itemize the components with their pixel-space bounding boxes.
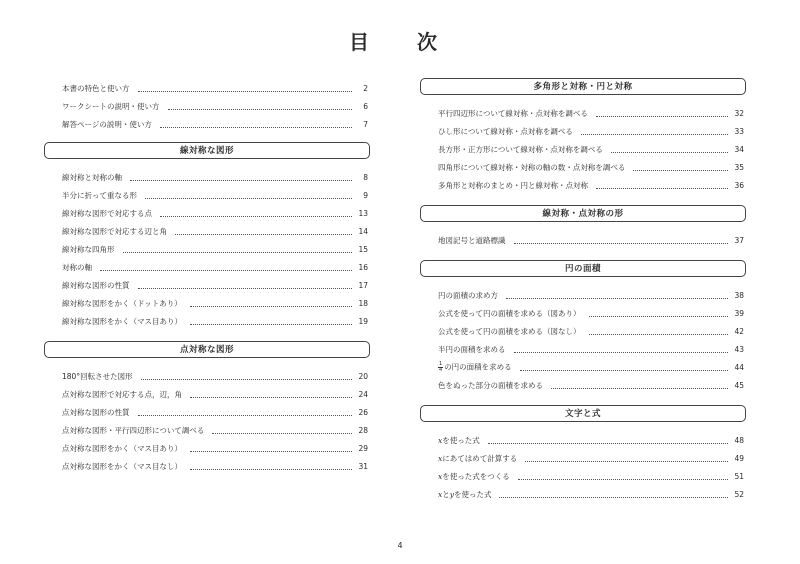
entry-page: 2: [363, 84, 368, 93]
entry-label-text: の円の面積を求める: [444, 362, 512, 372]
entry-label: 色をぬった部分の面積を求める: [438, 381, 543, 390]
entry-label: ひし形について線対称・点対称を調べる: [438, 127, 573, 136]
leader-dots: [190, 305, 352, 307]
intro-list: [44, 76, 370, 130]
entry-label: 長方形・正方形について線対称・点対称を調べる: [438, 145, 603, 154]
entry-label: 対称の軸: [62, 263, 92, 272]
leader-dots: [160, 126, 352, 128]
toc-entry[interactable]: [420, 173, 746, 191]
entry-page: 51: [734, 472, 744, 481]
entry-page: 34: [734, 145, 744, 154]
leader-dots: [499, 496, 728, 498]
toc-entry[interactable]: [44, 165, 370, 183]
section-header: 点対称な図形: [44, 341, 370, 358]
leader-dots: [141, 378, 352, 380]
leader-dots: [168, 108, 353, 110]
fraction-denominator: 4: [439, 367, 443, 373]
leader-dots: [138, 90, 353, 92]
footer-page-number: 4: [397, 541, 403, 550]
entry-label: 公式を使って円の面積を求める（図なし）: [438, 327, 581, 336]
section-header: 多角形と対称・円と対称: [420, 78, 746, 95]
leader-dots: [160, 215, 352, 217]
leader-dots: [100, 269, 352, 271]
toc-entry[interactable]: [44, 76, 370, 94]
leader-dots: [611, 151, 728, 153]
leader-dots: [589, 333, 729, 335]
entry-label: 点対称な図形の性質: [62, 408, 130, 417]
entry-label: ワークシートの説明・使い方: [62, 102, 160, 111]
entry-label-text: を使った式をつくる: [442, 472, 510, 481]
leader-dots: [581, 133, 728, 135]
entry-label: 線対称な図形をかく（マス目あり）: [62, 317, 182, 326]
entry-label: 線対称と対称の軸: [62, 173, 122, 182]
entry-label: 四角形について線対称・対称の軸の数・点対称を調べる: [438, 163, 626, 172]
entry-label-connector: と: [442, 490, 450, 499]
toc-entry[interactable]: [420, 464, 746, 482]
toc-entry[interactable]: [44, 112, 370, 130]
entry-label: [438, 472, 510, 482]
leader-dots: [551, 387, 728, 389]
leader-dots: [520, 369, 728, 371]
entry-page: 20: [358, 372, 368, 381]
toc-entry[interactable]: [44, 201, 370, 219]
toc-entry[interactable]: [44, 237, 370, 255]
entry-label: 点対称な図形・平行四辺形について調べる: [62, 426, 205, 435]
leader-dots: [190, 323, 352, 325]
entry-page: 18: [358, 299, 368, 308]
variable-x: x: [438, 436, 443, 445]
leader-dots: [175, 233, 352, 235]
toc-entry[interactable]: [44, 94, 370, 112]
leader-dots: [525, 460, 728, 462]
entry-label: 本書の特色と使い方: [62, 84, 130, 93]
entry-page: 38: [734, 291, 744, 300]
entry-label: 円の面積の求め方: [438, 291, 498, 300]
entry-page: 14: [358, 227, 368, 236]
entry-label: 半分に折って重なる形: [62, 191, 137, 200]
entry-page: 24: [358, 390, 368, 399]
toc-entry[interactable]: [420, 428, 746, 446]
leader-dots: [145, 197, 352, 199]
entry-label: 点対称な図形で対応する点，辺，角: [62, 390, 182, 399]
section-header: 円の面積: [420, 260, 746, 277]
toc-entry[interactable]: [420, 446, 746, 464]
page-title: 目 次: [349, 30, 451, 54]
variable-x: x: [438, 454, 443, 463]
entry-page: 8: [363, 173, 368, 182]
entry-page: 16: [358, 263, 368, 272]
toc-entry[interactable]: [420, 373, 746, 391]
toc-entry[interactable]: [420, 137, 746, 155]
leader-dots: [190, 450, 352, 452]
entry-label: 平行四辺形について線対称・点対称を調べる: [438, 109, 588, 118]
entry-label-text: を使った式: [442, 436, 480, 445]
entry-page: 35: [734, 163, 744, 172]
toc-entry[interactable]: [420, 482, 746, 500]
entry-page: 52: [734, 490, 744, 499]
toc-entry[interactable]: [420, 319, 746, 337]
entry-page: 37: [734, 236, 744, 245]
entry-page: 29: [358, 444, 368, 453]
leader-dots: [123, 251, 353, 253]
section-header: 線対称な図形: [44, 142, 370, 159]
entry-page: 7: [363, 120, 368, 129]
leader-dots: [506, 297, 728, 299]
leader-dots: [212, 432, 352, 434]
toc-entry[interactable]: [420, 301, 746, 319]
fraction: [438, 362, 443, 373]
leader-dots: [514, 242, 729, 244]
toc-entry[interactable]: [420, 119, 746, 137]
leader-dots: [514, 351, 729, 353]
section-circle-area: [420, 260, 746, 391]
entry-label: [438, 362, 512, 373]
entry-page: 13: [358, 209, 368, 218]
entry-label: 地図記号と道路標識: [438, 236, 506, 245]
entry-label: 線対称な図形の性質: [62, 281, 130, 290]
section-point-symmetry: [44, 341, 370, 472]
entry-page: 15: [358, 245, 368, 254]
entry-page: 49: [734, 454, 744, 463]
entry-label: 線対称な図形で対応する辺と角: [62, 227, 167, 236]
entry-page: 9: [363, 191, 368, 200]
toc-entry[interactable]: [44, 255, 370, 273]
leader-dots: [488, 442, 728, 444]
toc-entry[interactable]: [44, 364, 370, 382]
toc-entry[interactable]: [44, 454, 370, 472]
variable-y: y: [449, 490, 454, 499]
toc-entry[interactable]: [420, 228, 746, 246]
entry-label: 半円の面積を求める: [438, 345, 506, 354]
entry-label: 180°回転させた図形: [62, 372, 133, 381]
leader-dots: [190, 396, 352, 398]
leader-dots: [138, 414, 353, 416]
leader-dots: [138, 287, 353, 289]
leader-dots: [190, 468, 352, 470]
entry-label: 多角形と対称のまとめ・円と線対称・点対称: [438, 181, 588, 190]
section-letters-expressions: [420, 405, 746, 500]
entry-label: 線対称な四角形: [62, 245, 115, 254]
entry-label: 線対称な図形で対応する点: [62, 209, 152, 218]
entry-page: 6: [363, 102, 368, 111]
right-column: [420, 78, 746, 500]
toc-entry[interactable]: [44, 400, 370, 418]
fraction-numerator: 1: [439, 361, 443, 367]
entry-page: 39: [734, 309, 744, 318]
entry-page: 28: [358, 426, 368, 435]
entry-label-text: を使った式: [453, 490, 492, 499]
variable-x: x: [438, 490, 443, 499]
entry-label: 公式を使って円の面積を求める（図あり）: [438, 309, 581, 318]
entry-page: 42: [734, 327, 744, 336]
toc-entry[interactable]: [44, 291, 370, 309]
toc-entry[interactable]: [44, 273, 370, 291]
entry-label: [438, 454, 517, 464]
entry-label: [438, 436, 480, 446]
leader-dots: [518, 478, 728, 480]
entry-page: 36: [734, 181, 744, 190]
toc-entry[interactable]: [44, 219, 370, 237]
variable-x: x: [438, 472, 443, 481]
entry-page: 19: [358, 317, 368, 326]
entry-label-text: にあてはめて計算する: [442, 454, 518, 463]
entry-label: 解答ページの説明・使い方: [62, 120, 152, 129]
toc-entry[interactable]: [44, 436, 370, 454]
toc-entry[interactable]: [420, 355, 746, 373]
entry-label: 線対称な図形をかく（ドットあり）: [62, 299, 182, 308]
entry-page: 26: [358, 408, 368, 417]
toc-entry[interactable]: [44, 418, 370, 436]
entry-label: [438, 490, 491, 500]
toc-entry[interactable]: [420, 337, 746, 355]
section-symmetric-shapes: [420, 205, 746, 246]
leader-dots: [633, 169, 728, 171]
toc-entry[interactable]: [420, 101, 746, 119]
section-line-symmetry: [44, 142, 370, 327]
toc-entry[interactable]: [44, 309, 370, 327]
toc-entry[interactable]: [420, 155, 746, 173]
section-polygons: [420, 78, 746, 191]
toc-entry[interactable]: [420, 283, 746, 301]
entry-page: 32: [734, 109, 744, 118]
entry-label: 点対称な図形をかく（マス目なし）: [62, 462, 182, 471]
leader-dots: [596, 187, 728, 189]
entry-page: 44: [734, 363, 744, 372]
entry-page: 17: [358, 281, 368, 290]
entry-page: 45: [734, 381, 744, 390]
toc-entry[interactable]: [44, 183, 370, 201]
section-header: 文字と式: [420, 405, 746, 422]
leader-dots: [596, 115, 728, 117]
section-header: 線対称・点対称の形: [420, 205, 746, 222]
entry-page: 43: [734, 345, 744, 354]
entry-page: 33: [734, 127, 744, 136]
toc-entry[interactable]: [44, 382, 370, 400]
entry-label: 点対称な図形をかく（マス目あり）: [62, 444, 182, 453]
leader-dots: [589, 315, 729, 317]
leader-dots: [130, 179, 352, 181]
left-column: [44, 76, 370, 472]
entry-page: 31: [358, 462, 368, 471]
entry-page: 48: [734, 436, 744, 445]
